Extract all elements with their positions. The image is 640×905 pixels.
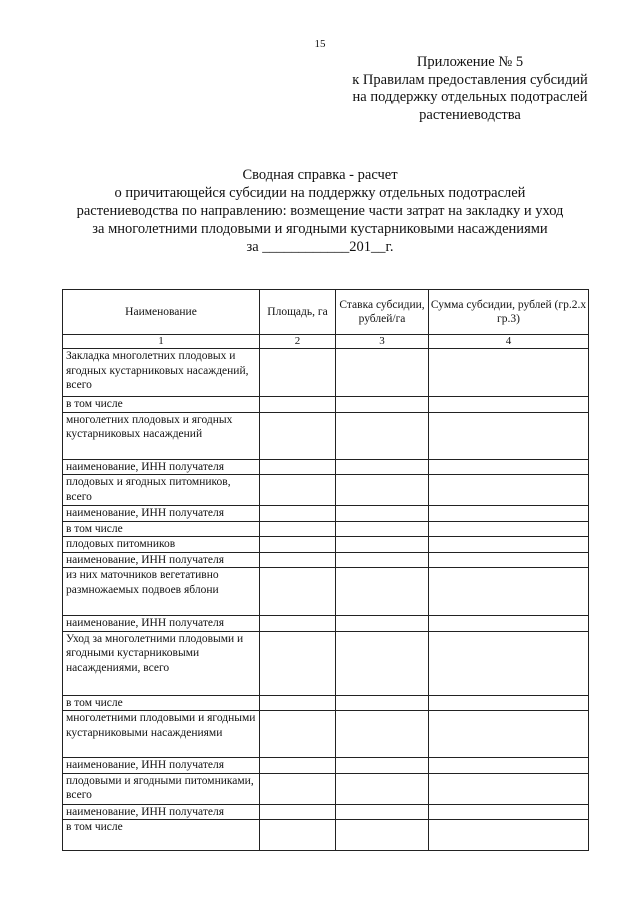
row-label: из них маточников вегетативно размножаемых подвоев яблони [63,568,260,616]
row-label: наименование, ИНН получателя [63,459,260,475]
subsidy-table [62,289,589,851]
table-row [63,459,589,475]
sum-cell[interactable] [429,804,589,820]
sum-cell[interactable] [429,695,589,711]
table-row [63,616,589,632]
table-row [63,711,589,758]
title-line: о причитающейся субсидии на поддержку отдельных подотраслей [114,185,526,201]
table-row [63,695,589,711]
row-label: наименование, ИНН получателя [63,804,260,820]
row-label: Закладка многолетних плодовых и ягодных кустарниковых насаждений, всего [63,349,260,397]
area-cell[interactable] [260,397,336,413]
table-row [63,475,589,506]
annex-line: растениеводства [419,106,521,123]
annex-line: Приложение № 5 [416,54,524,70]
sum-cell[interactable] [429,412,589,459]
row-label: в том числе [63,397,260,413]
row-label: многолетних плодовых и ягодных кустарниковых насаждений [63,412,260,459]
table-row [63,820,589,851]
rate-cell[interactable] [336,695,429,711]
row-label: многолетними плодовыми и ягодными кустарниковыми насаждениями [63,711,260,758]
rate-cell[interactable] [336,711,429,758]
table-row [63,631,589,695]
sum-cell[interactable] [429,459,589,475]
table-row [63,506,589,522]
sum-cell[interactable] [429,773,589,804]
area-cell[interactable] [260,695,336,711]
page-number: 15 [314,38,326,50]
column-number: 2 [260,335,336,349]
sum-cell[interactable] [429,616,589,632]
sum-cell[interactable] [429,521,589,537]
rate-cell[interactable] [336,568,429,616]
annex-header [330,54,610,124]
sum-cell[interactable] [429,631,589,695]
header-area: Площадь, га [260,290,336,335]
sum-cell[interactable] [429,820,589,851]
rate-cell[interactable] [336,631,429,695]
sum-cell[interactable] [429,349,589,397]
row-label: в том числе [63,695,260,711]
table-row [63,568,589,616]
sum-cell[interactable] [429,537,589,553]
area-cell[interactable] [260,521,336,537]
rate-cell[interactable] [336,521,429,537]
sum-cell[interactable] [429,397,589,413]
sum-cell[interactable] [429,758,589,774]
document-title [40,166,600,256]
column-number: 3 [336,335,429,349]
title-line: растениеводства по направлению: возмещение части затрат на закладку и уход [76,203,564,219]
rate-cell[interactable] [336,773,429,804]
row-label: плодовых и ягодных питомников, всего [63,475,260,506]
rate-cell[interactable] [336,537,429,553]
sum-cell[interactable] [429,552,589,568]
area-cell[interactable] [260,506,336,522]
rate-cell[interactable] [336,412,429,459]
row-label: наименование, ИНН получателя [63,616,260,632]
area-cell[interactable] [260,820,336,851]
rate-cell[interactable] [336,616,429,632]
rate-cell[interactable] [336,459,429,475]
table-row [63,412,589,459]
table-row [63,537,589,553]
table-row [63,552,589,568]
table-row [63,397,589,413]
row-label: в том числе [63,820,260,851]
rate-cell[interactable] [336,349,429,397]
title-line: за многолетними плодовыми и ягодными кустарниковыми насаждениями [92,221,548,237]
area-cell[interactable] [260,631,336,695]
row-label: наименование, ИНН получателя [63,758,260,774]
annex-line: на поддержку отдельных подотраслей [352,89,588,105]
table-row [63,804,589,820]
area-cell[interactable] [260,568,336,616]
title-line: за ____________201__г. [246,239,394,255]
row-label: наименование, ИНН получателя [63,552,260,568]
rate-cell[interactable] [336,758,429,774]
area-cell[interactable] [260,804,336,820]
rate-cell[interactable] [336,506,429,522]
area-cell[interactable] [260,412,336,459]
area-cell[interactable] [260,552,336,568]
annex-line: к Правилам предоставления субсидий [352,71,588,88]
row-label: Уход за многолетними плодовыми и ягодными кустарниковыми насаждениями, всего [63,631,260,695]
area-cell[interactable] [260,616,336,632]
sum-cell[interactable] [429,475,589,506]
area-cell[interactable] [260,758,336,774]
title-line: Сводная справка - расчет [242,167,398,183]
rate-cell[interactable] [336,475,429,506]
area-cell[interactable] [260,349,336,397]
area-cell[interactable] [260,711,336,758]
area-cell[interactable] [260,773,336,804]
row-label: плодовыми и ягодными питомниками, всего [63,773,260,804]
area-cell[interactable] [260,459,336,475]
column-number: 1 [63,335,260,349]
rate-cell[interactable] [336,820,429,851]
rate-cell[interactable] [336,804,429,820]
table-row [63,773,589,804]
area-cell[interactable] [260,475,336,506]
table-row [63,758,589,774]
row-label: плодовых питомников [63,537,260,553]
header-name: Наименование [63,290,260,335]
table-row [63,521,589,537]
row-label: в том числе [63,521,260,537]
column-number: 4 [429,335,589,349]
rate-cell[interactable] [336,397,429,413]
sum-cell[interactable] [429,506,589,522]
table-row [63,349,589,397]
header-sum: Сумма субсидии, рублей (гр.2.х гр.3) [429,290,589,335]
row-label: наименование, ИНН получателя [63,506,260,522]
area-cell[interactable] [260,537,336,553]
sum-cell[interactable] [429,711,589,758]
header-rate: Ставка субсидии, рублей/га [336,290,429,335]
sum-cell[interactable] [429,568,589,616]
rate-cell[interactable] [336,552,429,568]
